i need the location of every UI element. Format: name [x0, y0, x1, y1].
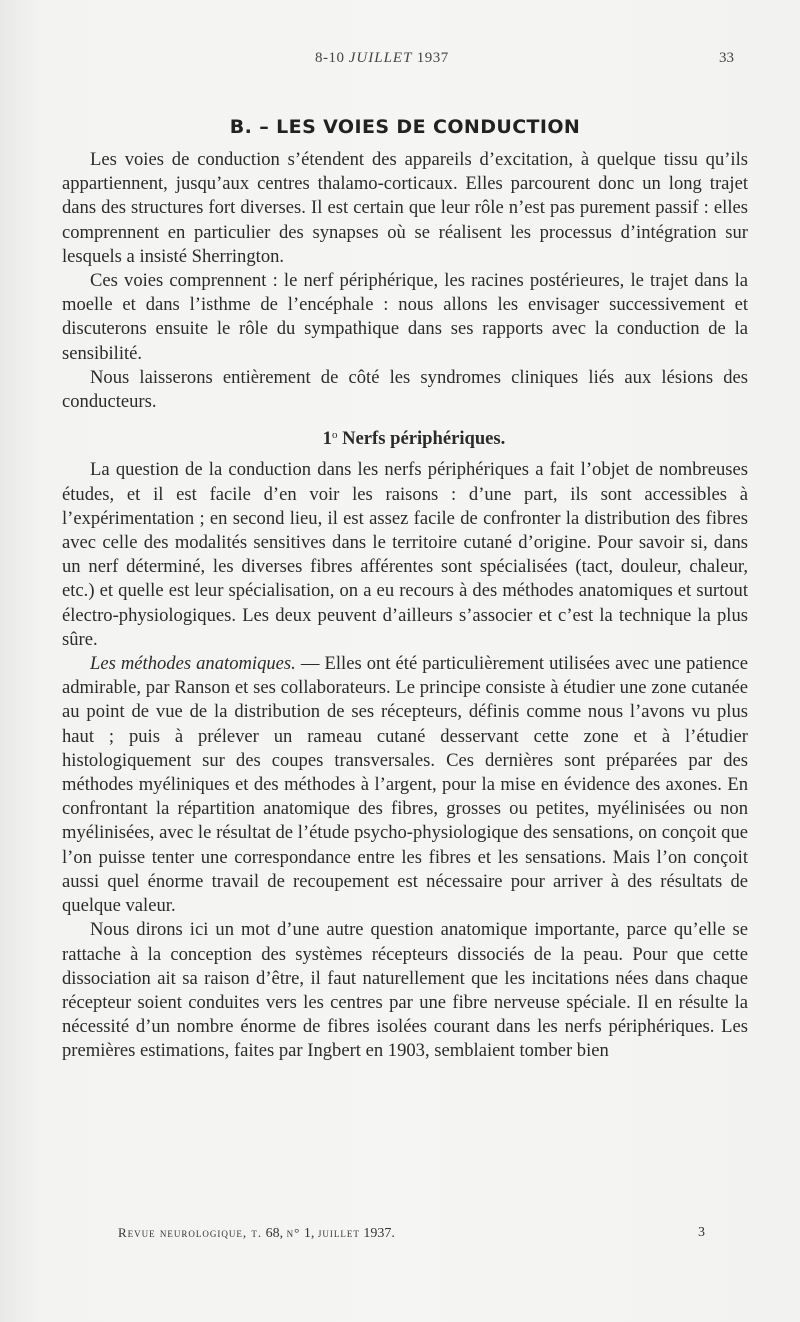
- header-date-month: JUILLET: [348, 50, 413, 66]
- subsection-ordinal: o: [331, 429, 338, 442]
- footer-volume: 68,: [262, 1226, 287, 1241]
- paragraph-3: Nous laisserons entièrement de côté les syndromes cliniques liés aux lésions des conducteurs.: [62, 366, 748, 413]
- footer-issue: 1,: [300, 1226, 318, 1241]
- page-number: 33: [719, 50, 734, 66]
- paragraph-4: La question de la conduction dans les nerfs périphériques a fait l’objet de nombreuses études, et il est facile d’en voir les raisons : d’une part, ils sont accessibles à l’expérimentation ; en second lieu, il est assez facile de confronter la distribution des fibres avec celle des modalités sensitives dans le territoire cutané d’origine. Pour savoir si, dans un nerf déterminé, les diverses fibres afférentes sont spécialisées (tact, douleur, chaleur, etc.) et quelle est leur spécialisation, on a eu recours à des méthodes anatomiques et surtout électro-physiologiques. Les deux peuvent d’ailleurs s’associer et c’est la technique la plus sûre.: [62, 459, 748, 650]
- footer-signature: 3: [698, 1225, 705, 1240]
- paragraph-5: [62, 652, 748, 918]
- section-title: B. – LES VOIES DE CONDUCTION: [229, 116, 581, 138]
- header-date: [315, 50, 449, 67]
- body-text: [62, 148, 748, 1064]
- paragraph-2: Ces voies comprennent : le nerf périphérique, les racines postérieures, le trajet dans la moelle et dans l’isthme de l’encéphale : nous allons les envisager successivement et discuterons ensuite le rôle du sympathique dans ses rapports avec la conduction de la sensibilité.: [62, 270, 748, 364]
- header-date-year: 1937: [412, 50, 449, 66]
- footer-journal: Revue neurologique, t.: [118, 1225, 263, 1240]
- header-date-days: 8-10: [315, 50, 349, 66]
- paragraph-6: Nous dirons ici un mot d’une autre question anatomique importante, parce qu’elle se rattache à la conception des systèmes récepteurs dissociés de la peau. Pour que cette dissociation ait sa raison d’être, il faut naturellement que les incitations nées dans chaque récepteur soient conduites vers les centres par une fibre nerveuse spéciale. Il en résulte la nécessité d’un nombre énorme de fibres isolées courant dans les nerfs périphériques. Les premières estimations, faites par Ingbert en 1903, semblaient tomber bien: [62, 919, 748, 1062]
- subsection-heading: [62, 423, 748, 451]
- running-header: [0, 50, 800, 72]
- paragraph-5-lead: Les méthodes anatomiques.: [90, 653, 296, 675]
- footer-issue-label: n°: [286, 1225, 301, 1240]
- paragraph-5-text: — Elles ont été particulièrement utilisées avec une patience admirable, par Ranson et ses collaborateurs. Le principe consiste à étudier une zone cutanée au point de vue de la distribution de ses récepteurs, définis comme nous l’avons vu plus haut ; puis à prélever un rameau cutané desservant cette zone et à l’étudier histologiquement sur des coupes transversales. Ces dernières sont préparées par des méthodes myéliniques et des méthodes à l’argent, pour la mise en évidence des axones. En confrontant la répartition anatomique des fibres, grosses ou petites, myélinisées ou non myélinisées, avec le résultat de l’étude psycho-physiologique des sensations, on conçoit que l’on puisse tenter une correspondance entre les fibres et les sensations. Mais l’on conçoit aussi quel énorme travail de recoupement est nécessaire pour arriver à des résultats de quelque valeur.: [62, 653, 749, 917]
- footer-month: juillet: [317, 1225, 360, 1240]
- page-footer: [118, 1225, 718, 1242]
- subsection-title: Nerfs périphériques.: [337, 428, 506, 450]
- paragraph-1: Les voies de conduction s’étendent des appareils d’excitation, à quelque tissu qu’ils appartiennent, jusqu’aux centres thalamo-corticaux. Elles parcourent donc un long trajet dans des structures fort diverses. Il est certain que leur rôle n’est pas purement passif : elles comprennent en particulier des synapses où se réalisent les processus d’intégration sur lesquels a insisté Sherrington.: [62, 149, 748, 267]
- footer-year: 1937.: [359, 1226, 395, 1241]
- subsection-number: 1: [322, 428, 332, 450]
